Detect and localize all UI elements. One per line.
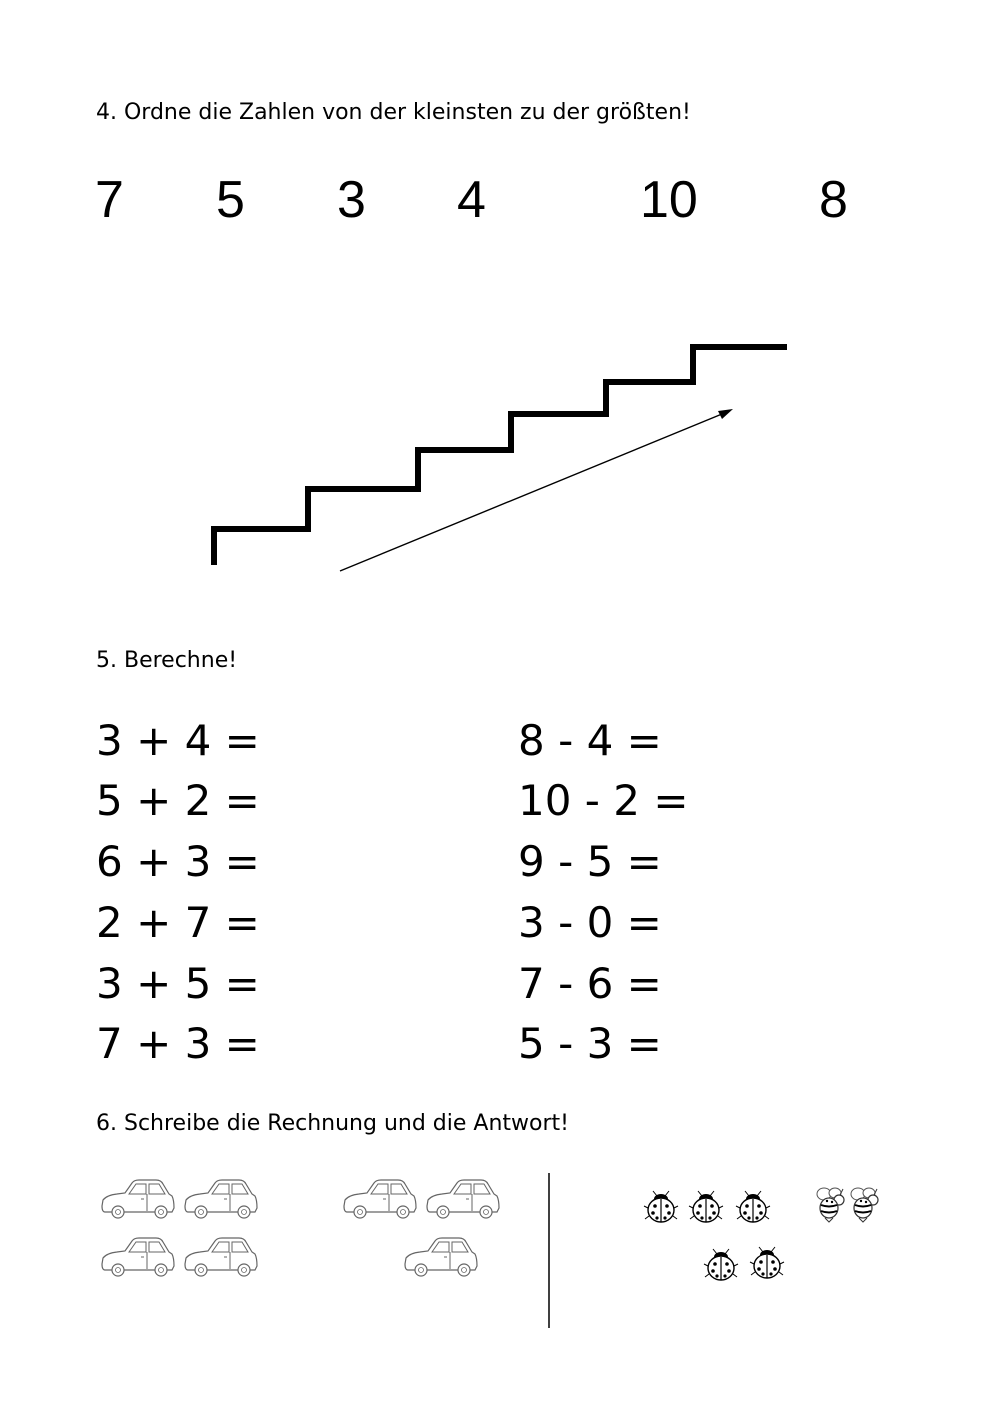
addition-2: 5 + 2 =	[96, 776, 260, 825]
addition-3: 6 + 3 =	[96, 837, 260, 886]
number-5: 10	[640, 171, 698, 229]
subtraction-3: 9 - 5 =	[518, 837, 662, 886]
bee-icon	[851, 1188, 878, 1222]
task5-heading: 5. Berechne!	[96, 648, 238, 673]
number-6: 8	[819, 171, 848, 229]
number-3: 3	[337, 171, 366, 229]
number-2: 5	[216, 171, 245, 229]
car-icon	[102, 1238, 174, 1276]
ladybug-icon	[689, 1191, 723, 1222]
car-icon	[344, 1180, 416, 1218]
car-icon	[405, 1238, 477, 1276]
ladybug-icon	[644, 1191, 678, 1222]
addition-1: 3 + 4 =	[96, 716, 260, 765]
ladybug-icon	[736, 1191, 770, 1222]
addition-4: 2 + 7 =	[96, 898, 260, 947]
car-icon	[185, 1238, 257, 1276]
subtraction-2: 10 - 2 =	[518, 776, 689, 825]
subtraction-6: 5 - 3 =	[518, 1019, 662, 1068]
subtraction-5: 7 - 6 =	[518, 959, 662, 1008]
subtraction-1: 8 - 4 =	[518, 716, 662, 765]
bee-icon	[817, 1188, 844, 1222]
task6-heading: 6. Schreibe die Rechnung und die Antwort!	[96, 1111, 569, 1136]
ladybug-icon	[704, 1249, 738, 1280]
subtraction-4: 3 - 0 =	[518, 898, 662, 947]
car-icon	[185, 1180, 257, 1218]
addition-5: 3 + 5 =	[96, 959, 260, 1008]
car-icon	[102, 1180, 174, 1218]
task4-heading: 4. Ordne die Zahlen von der kleinsten zu der größten!	[96, 100, 691, 125]
number-1: 7	[95, 171, 124, 229]
number-4: 4	[457, 171, 486, 229]
car-icon	[427, 1180, 499, 1218]
addition-6: 7 + 3 =	[96, 1019, 260, 1068]
ladybug-icon	[750, 1247, 784, 1278]
